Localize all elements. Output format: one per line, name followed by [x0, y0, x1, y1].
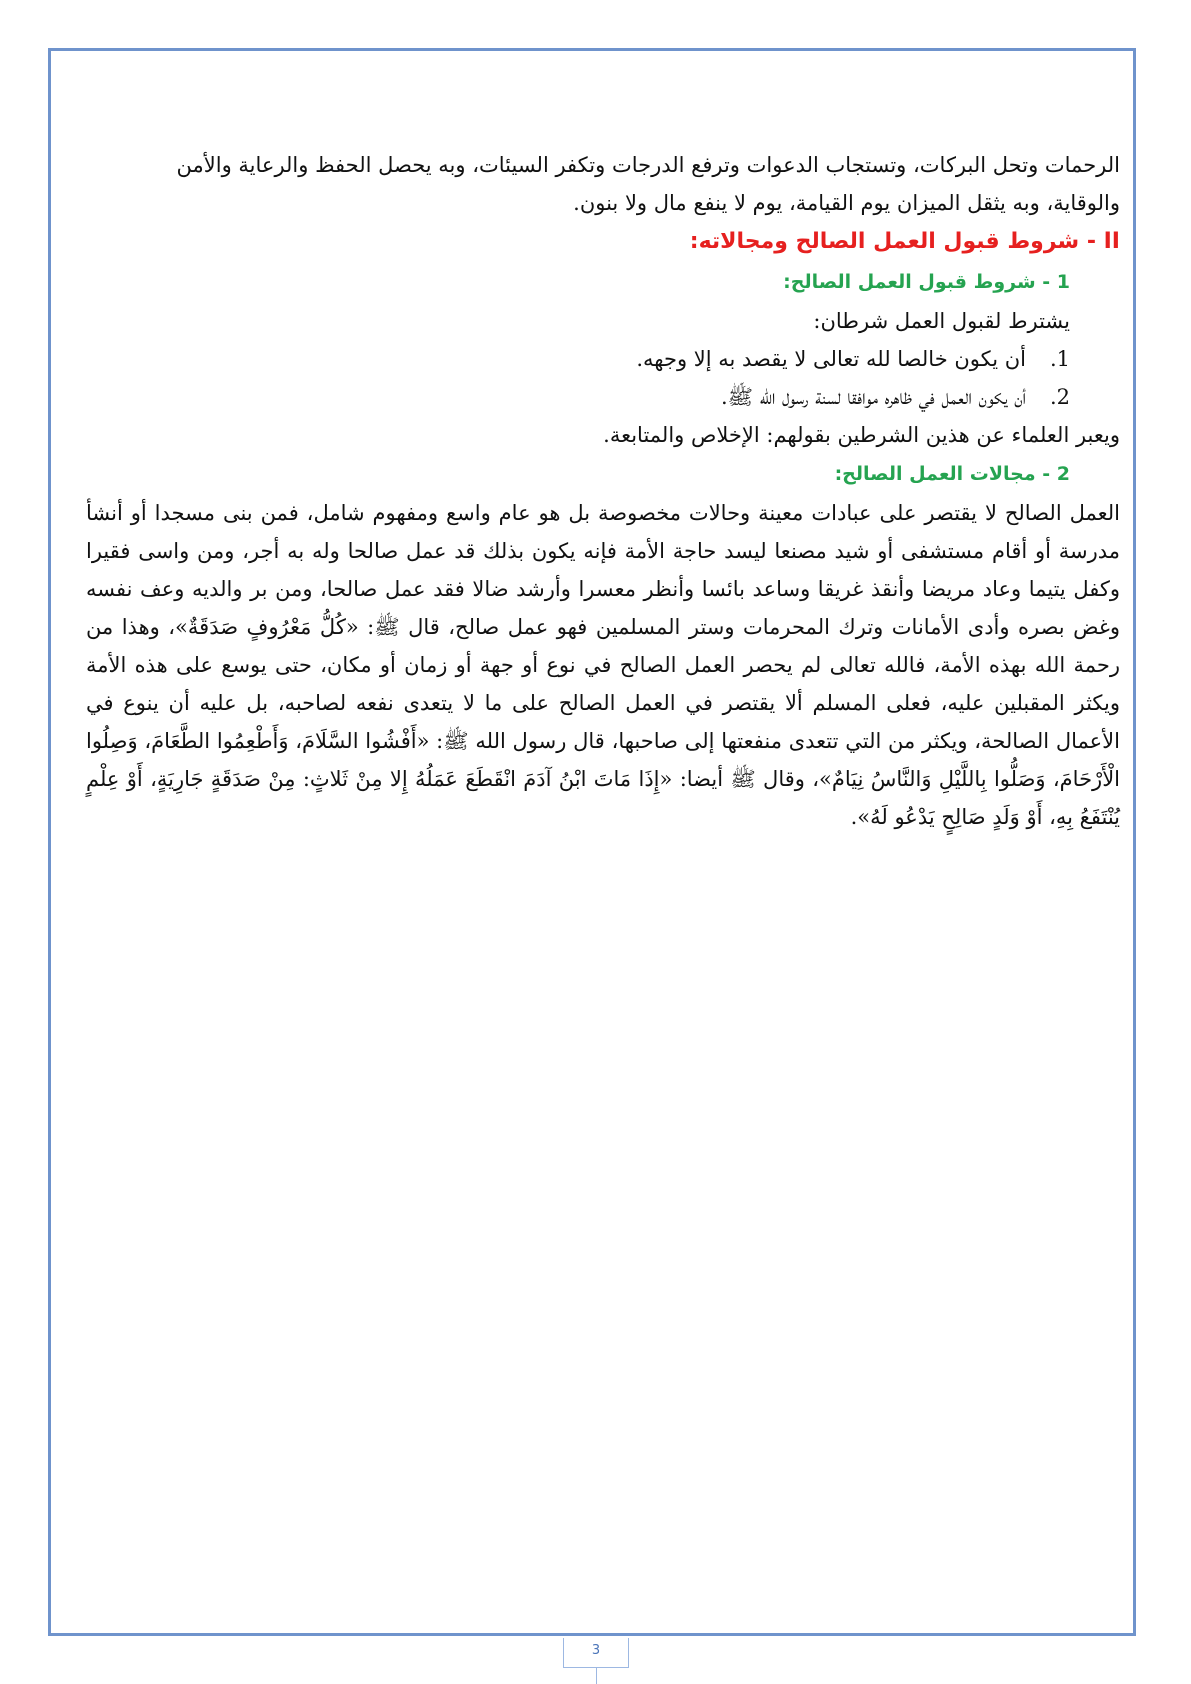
page-number: 3: [563, 1638, 629, 1668]
conditions-list: [86, 340, 1120, 416]
intro-line-1: الرحمات وتحل البركات، وتستجاب الدعوات وترفع الدرجات وتكفر السيئات، وبه يحصل الحفظ والرعاية والأمن: [176, 153, 1120, 177]
page-number-stem: [596, 1668, 597, 1684]
intro-line-2: والوقاية، وبه يثقل الميزان يوم القيامة، يوم لا ينفع مال ولا بنون.: [573, 191, 1120, 215]
list-number: 2.: [1049, 385, 1070, 409]
conditions-summary: ويعبر العلماء عن هذين الشرطين بقولهم: الإخلاص والمتابعة.: [603, 423, 1120, 447]
document-body: [86, 146, 1120, 836]
sub-heading-conditions: 1 - شروط قبول العمل الصالح:: [783, 271, 1070, 293]
sub-heading-fields: 2 - مجالات العمل الصالح:: [834, 463, 1070, 485]
list-text: أن يكون خالصا لله تعالى لا يقصد به إلا وجهه.: [636, 347, 1026, 371]
fields-paragraph: العمل الصالح لا يقتصر على عبادات معينة وحالات مخصوصة بل هو عام واسع ومفهوم شامل، فمن بنى مسجدا أو أنشأ مدرسة أو أقام مستشفى أو شيد مصنعا ليسد حاجة الأمة فإنه يكون بذلك قد عمل صالحا وله به أجر، ومن واسى فقيرا وكفل يتيما وعاد مريضا وأنقذ غريقا وساعد بائسا وأنظر معسرا وأرشد ضالا فقد عمل صالحا، ومن بر والديه وعف نفسه وغض بصره وأدى الأمانات وترك المحرمات وستر المسلمين فهو عمل صالح، قال ﷺ: «كُلُّ مَعْرُوفٍ صَدَقَةٌ»، وهذا من رحمة الله بهذه الأمة، فالله تعالى لم يحصر العمل الصالح في نوع أو جهة أو زمان أو مكان، حتى يوسع على هذه الأمة ويكثر المقبلين عليه، فعلى المسلم ألا يقتصر في العمل الصالح على ما لا يتعدى نفعه لصاحبه، بل عليه أن ينوع في الأعمال الصالحة، ويكثر من التي تتعدى منفعتها إلى صاحبها، قال رسول الله ﷺ: «أَفْشُوا السَّلَامَ، وَأَطْعِمُوا الطَّعَامَ، وَصِلُوا الْأَرْحَامَ، وَصَلُّوا بِاللَّيْلِ وَالنَّاسُ نِيَامٌ»، وقال ﷺ أيضا: «إِذَا مَاتَ ابْنُ آدَمَ انْقَطَعَ عَمَلُهُ إِلا مِنْ ثَلاثٍ: مِنْ صَدَقَةٍ جَارِيَةٍ، أَوْ عِلْمٍ يُنْتَفَعُ بِهِ، أَوْ وَلَدٍ صَالِحٍ يَدْعُو لَهُ».: [86, 501, 1121, 829]
list-item: [86, 378, 1120, 416]
list-text: أن يكون العمل في ظاهره موافقا لسنة رسول الله ﷺ.: [720, 385, 1026, 409]
list-item: [86, 340, 1120, 378]
list-number: 1.: [1049, 347, 1070, 371]
section-heading: II - شروط قبول العمل الصالح ومجالاته:: [689, 229, 1120, 254]
conditions-intro: يشترط لقبول العمل شرطان:: [813, 309, 1070, 333]
